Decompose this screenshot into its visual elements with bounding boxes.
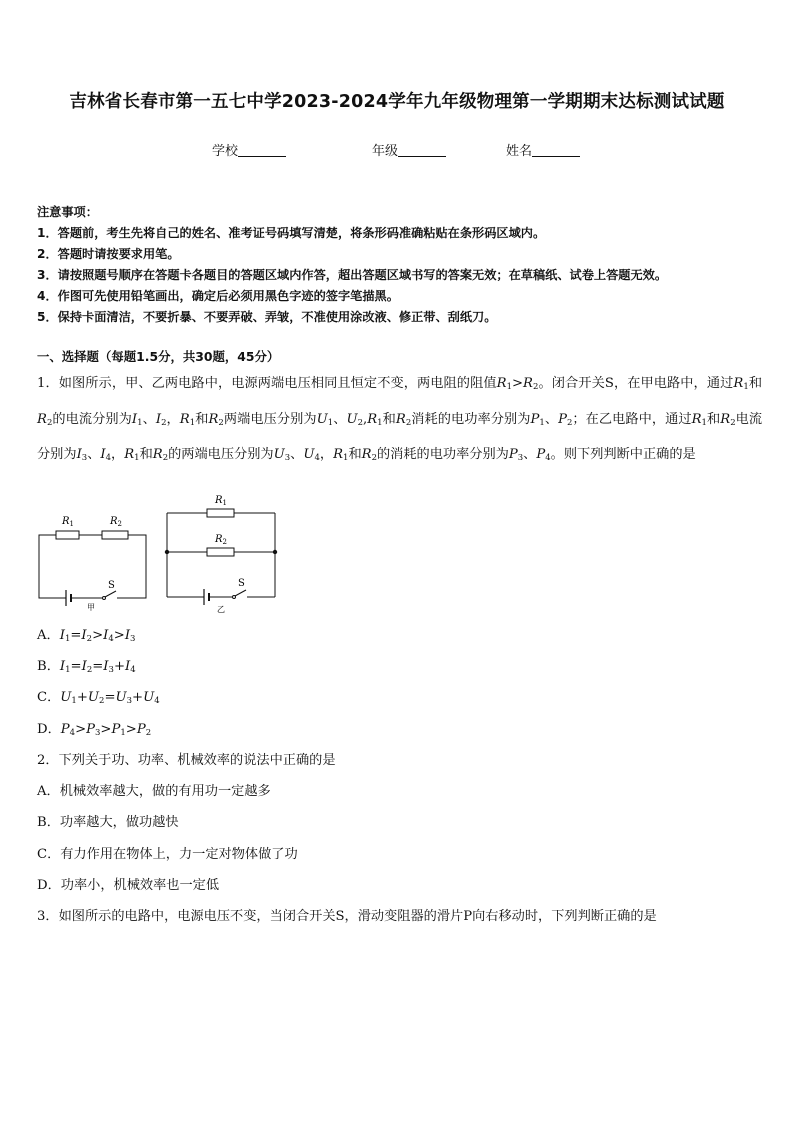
note-item: 1．答题前，考生先将自己的姓名、准考证号码填写清楚，将条形码准确粘贴在条形码区域内。 (37, 226, 546, 240)
switch-s (105, 591, 116, 597)
circuit-diagram-yi (162, 490, 282, 615)
circuit-diagram-jia (34, 510, 152, 612)
school-field[interactable]: 学校 (212, 140, 286, 159)
resistor-r2 (102, 531, 128, 539)
notes-heading: 注意事项： (37, 205, 98, 219)
note-item: 3．请按照题号顺序在答题卡各题目的答题区域内作答，超出答题区域书写的答案无效；在草稿纸、试卷上答题无效。 (37, 268, 668, 282)
question-3-stem: 3．如图所示的电路中，电源电压不变，当闭合开关S，滑动变阻器的滑片P向右移动时，下列判断正确的是 (37, 909, 657, 924)
circuit-jia-label: 甲 (87, 603, 95, 612)
resistor-r2 (207, 548, 234, 556)
exam-notes (37, 202, 667, 328)
switch-label: S (238, 578, 245, 589)
switch-s (235, 590, 246, 596)
q2-option-c[interactable]: C．有力作用在物体上，力一定对物体做了功 (37, 847, 298, 862)
question-2-stem: 2．下列关于功、功率、机械效率的说法中正确的是 (37, 753, 336, 768)
switch-label: S (108, 580, 115, 591)
r2-label: $R_2$ (110, 516, 122, 528)
note-item: 5．保持卡面清洁，不要折暴、不要弄破、弄皱，不准使用涂改液、修正带、刮纸刀。 (37, 310, 497, 324)
q1-option-a[interactable]: A．$I_1=I_2>I_4>I_3$ (37, 628, 136, 644)
section-heading: 一、选择题（每题1.5分，共30题，45分） (37, 349, 280, 364)
question-1-stem: 1．如图所示，甲、乙两电路中，电源两端电压相同且恒定不变，两电阻的阻值$R_1>R_2$。闭合开关S，在甲电路中，通过$R_1$和$R_2$的电流分别为$I_1$、$I_2$，$R_1$和$R_2$两端电压分别为$U_1$、$U_2,R_1$和$R_2$消耗的电功率分别为$P_1$、$P_2$；在乙电路中，通过$R_1$和$R_2$电流分别为$I_3$、$I_4$，$R_1$和$R_2$的两端电压分别为$U_3$、$U_4$，$R_1$和$R_2$的消耗的电功率分别为$P_3$、$P_4$。则下列判断中正确的是 (37, 376, 763, 463)
q2-option-b[interactable]: B．功率越大，做功越快 (37, 815, 179, 830)
name-field[interactable]: 姓名 (506, 140, 580, 159)
q1-option-b[interactable]: B．$I_1=I_2=I_3+I_4$ (37, 659, 136, 675)
q1-option-c[interactable]: C．$U_1+U_2=U_3+U_4$ (37, 690, 160, 706)
circuit-yi-label: 乙 (217, 605, 225, 614)
student-info (0, 140, 794, 160)
r2-label: $R_2$ (215, 534, 227, 546)
resistor-r1 (207, 509, 234, 517)
r1-label: $R_1$ (62, 516, 74, 528)
exam-title: 吉林省长春市第一五七中学2023-2024学年九年级物理第一学期期末达标测试试题 (69, 92, 725, 112)
note-item: 4．作图可先使用铅笔画出，确定后必须用黑色字迹的签字笔描黑。 (37, 289, 399, 303)
grade-field[interactable]: 年级 (372, 140, 446, 159)
q2-option-d[interactable]: D．功率小，机械效率也一定低 (37, 878, 220, 893)
note-item: 2．答题时请按要求用笔。 (37, 247, 180, 261)
q2-option-a[interactable]: A．机械效率越大，做的有用功一定越多 (37, 784, 271, 799)
q1-option-d[interactable]: D．$P_4>P_3>P_1>P_2$ (37, 722, 152, 738)
r1-label: $R_1$ (215, 495, 227, 507)
resistor-r1 (56, 531, 79, 539)
